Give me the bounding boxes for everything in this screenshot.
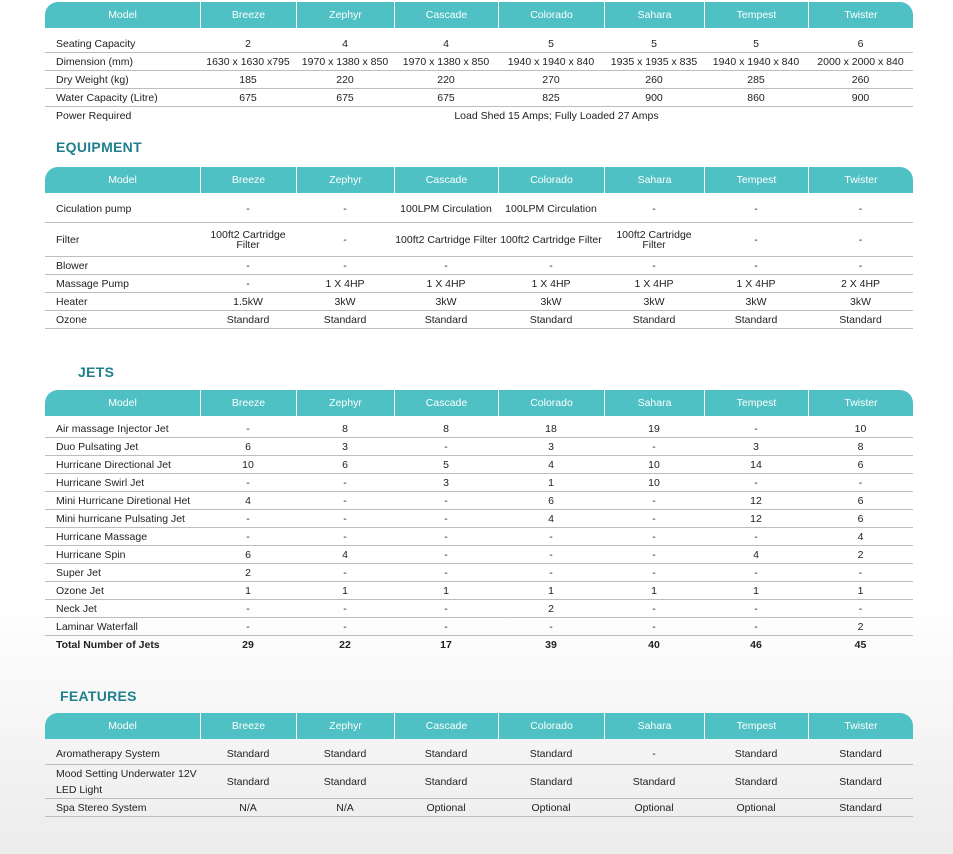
header-cascade: Cascade (394, 2, 498, 28)
cell-value: - (246, 422, 250, 435)
cell-value: - (652, 566, 656, 579)
table-row (45, 223, 913, 257)
row-label: Air massage Injector Jet (56, 422, 169, 435)
cell-value: 2 X 4HP (840, 277, 881, 290)
cell-value: 4 (548, 512, 554, 525)
cell-value: 270 (542, 73, 560, 86)
equipment-title: EQUIPMENT (56, 139, 142, 155)
cell-value: 4 (548, 458, 554, 471)
table-row (45, 799, 913, 817)
features-table (45, 713, 913, 817)
cell-value: - (754, 566, 758, 579)
cell-value: 285 (747, 73, 765, 86)
cell-value: 6 (857, 512, 864, 525)
cell-value: 5 (651, 37, 657, 50)
specs-header-row (45, 2, 913, 28)
cell-value: Standard (323, 313, 367, 326)
table-row (45, 510, 913, 528)
cell-value: 8 (443, 422, 449, 435)
power-label: Power Required (56, 110, 132, 122)
cell-value: - (549, 620, 553, 633)
cell-value: 14 (750, 458, 762, 471)
cell-value: 10 (648, 458, 660, 471)
equipment-header-row (45, 167, 913, 193)
cell-value: Standard (323, 747, 367, 760)
cell-value: 6 (342, 458, 348, 471)
cell-value: - (444, 530, 448, 543)
row-label: Heater (56, 295, 88, 308)
row-label: Hurricane Swirl Jet (56, 476, 145, 489)
cell-value: 1 X 4HP (325, 277, 365, 290)
cell-value: - (549, 530, 553, 543)
cell-value: Standard (226, 313, 270, 326)
cell-value: - (444, 602, 448, 615)
table-row (45, 618, 913, 636)
cell-value: Standard (424, 747, 468, 760)
cell-value: Standard (529, 775, 573, 788)
cell-value: 1630 x 1630 x795 (206, 55, 290, 68)
row-label: Mood Setting Underwater 12V LED Light (56, 767, 197, 796)
cell-value: 4 (443, 37, 449, 50)
header-breeze: Breeze (200, 167, 296, 193)
cell-value: - (444, 440, 448, 453)
cell-value: - (246, 512, 250, 525)
row-label: Blower (56, 259, 89, 272)
cell-value: - (754, 476, 758, 489)
cell-value: 1 X 4HP (531, 277, 571, 290)
row-label: Spa Stereo System (56, 801, 147, 814)
header-cascade: Cascade (394, 713, 498, 739)
cell-value: 1 (342, 584, 348, 597)
cell-value: 1 X 4HP (426, 277, 466, 290)
cell-value: 675 (336, 91, 354, 104)
table-row (45, 492, 913, 510)
cell-value: - (858, 476, 863, 489)
cell-value: 5 (443, 458, 449, 471)
cell-value: - (343, 566, 347, 579)
cell-value: Standard (839, 801, 882, 814)
table-row (45, 89, 913, 107)
header-breeze: Breeze (200, 390, 296, 416)
cell-value: 3kW (435, 295, 457, 308)
header-sahara: Sahara (604, 2, 704, 28)
cell-value: 2 (245, 37, 251, 50)
row-label: Hurricane Spin (56, 548, 126, 561)
header-twister: Twister (808, 167, 913, 193)
row-label: Total Number of Jets (56, 639, 160, 651)
table-row (45, 528, 913, 546)
cell-value: - (343, 620, 347, 633)
cell-value: 3 (753, 440, 759, 453)
cell-value: 100ft2 Cartridge Filter (395, 233, 497, 246)
cell-value: 10 (854, 422, 867, 435)
table-row (45, 546, 913, 564)
header-zephyr: Zephyr (296, 390, 394, 416)
table-row (45, 257, 913, 275)
header-model: Model (108, 397, 137, 409)
cell-value: 3kW (540, 295, 562, 308)
cell-value: 3 (548, 440, 554, 453)
row-label: Massage Pump (56, 277, 129, 290)
header-zephyr: Zephyr (296, 713, 394, 739)
table-row (45, 564, 913, 582)
cell-value: 3kW (850, 295, 871, 308)
table-row (45, 636, 913, 654)
cell-value: N/A (239, 801, 257, 814)
table-row (45, 53, 913, 71)
cell-value: 1 (548, 476, 554, 489)
cell-value: 3kW (643, 295, 665, 308)
cell-value: 1 (245, 584, 251, 597)
cell-value: - (343, 259, 347, 272)
cell-value: - (343, 530, 347, 543)
cell-value: - (444, 494, 448, 507)
cell-value: 4 (342, 548, 348, 561)
header-colorado: Colorado (498, 390, 604, 416)
cell-value: 29 (242, 639, 254, 651)
cell-value: - (754, 259, 758, 272)
cell-value: 6 (857, 37, 864, 50)
cell-value: - (549, 548, 553, 561)
cell-value: 1940 x 1940 x 840 (712, 55, 800, 68)
row-label: Dry Weight (kg) (56, 73, 129, 86)
cell-value: - (343, 602, 347, 615)
cell-value: 1 (548, 584, 554, 597)
cell-value: - (444, 620, 448, 633)
cell-value: 900 (851, 91, 870, 104)
cell-value: - (444, 566, 448, 579)
cell-value: 39 (545, 639, 557, 651)
header-tempest: Tempest (704, 390, 808, 416)
header-twister: Twister (808, 713, 913, 739)
cell-value: - (652, 494, 656, 507)
cell-value: 18 (545, 422, 557, 435)
header-colorado: Colorado (498, 713, 604, 739)
cell-value: 1 X 4HP (736, 277, 776, 290)
cell-value: 100ft2 Cartridge Filter (616, 228, 692, 251)
table-row (45, 600, 913, 618)
cell-value: Standard (734, 313, 778, 326)
row-label: Hurricane Directional Jet (56, 458, 171, 471)
header-zephyr: Zephyr (296, 167, 394, 193)
cell-value: - (858, 259, 863, 272)
header-model: Model (108, 720, 137, 732)
row-label: Water Capacity (Litre) (56, 91, 158, 104)
header-breeze: Breeze (200, 2, 296, 28)
cell-value: 46 (750, 639, 762, 651)
cell-value: Standard (632, 775, 676, 788)
cell-value: 1 (857, 584, 864, 597)
cell-value: - (652, 548, 656, 561)
cell-value: - (246, 530, 250, 543)
cell-value: 220 (437, 73, 455, 86)
cell-value: Standard (424, 313, 468, 326)
cell-value: 8 (342, 422, 348, 435)
cell-value: - (652, 512, 656, 525)
cell-value: 1 (753, 584, 759, 597)
cell-value: 4 (342, 37, 348, 50)
cell-value: 260 (645, 73, 663, 86)
cell-value: 860 (747, 91, 765, 104)
cell-value: 675 (437, 91, 455, 104)
header-model: Model (108, 174, 137, 186)
cell-value: 260 (851, 73, 870, 86)
cell-value: - (652, 602, 656, 615)
cell-value: 6 (857, 494, 864, 507)
table-row (45, 438, 913, 456)
cell-value: Standard (632, 313, 676, 326)
row-label: Ozone (56, 313, 87, 326)
cell-value: 1935 x 1935 x 835 (610, 55, 698, 68)
cell-value: - (549, 566, 553, 579)
cell-value: - (754, 602, 758, 615)
cell-value: - (652, 530, 656, 543)
cell-value: 900 (645, 91, 663, 104)
jets-header-row (45, 390, 913, 416)
cell-value: - (754, 620, 758, 633)
table-row (45, 275, 913, 293)
cell-value: - (754, 530, 758, 543)
row-label: Super Jet (56, 566, 101, 579)
cell-value: - (858, 202, 863, 215)
row-label: Aromatherapy System (56, 747, 160, 760)
cell-value: 2000 x 2000 x 840 (817, 55, 904, 68)
cell-value: N/A (336, 801, 354, 814)
cell-value: - (652, 620, 656, 633)
cell-value: - (343, 512, 347, 525)
cell-value: - (858, 233, 863, 246)
cell-value: 6 (857, 458, 864, 471)
cell-value: 100ft2 Cartridge Filter (210, 228, 286, 251)
header-cascade: Cascade (394, 167, 498, 193)
table-row (45, 311, 913, 329)
power-row (45, 107, 913, 125)
cell-value: Optional (634, 801, 674, 814)
header-tempest: Tempest (704, 167, 808, 193)
cell-value: Optional (736, 801, 776, 814)
jets-table (45, 390, 913, 654)
cell-value: 10 (242, 458, 254, 471)
header-colorado: Colorado (498, 167, 604, 193)
table-row (45, 195, 913, 223)
cell-value: 6 (548, 494, 554, 507)
features-title: FEATURES (60, 688, 137, 704)
cell-value: - (444, 512, 448, 525)
cell-value: 2 (857, 620, 864, 633)
cell-value: 1 X 4HP (634, 277, 674, 290)
cell-value: 185 (239, 73, 257, 86)
row-label: Mini Hurricane Diretional Het (56, 494, 191, 507)
table-row (45, 765, 913, 799)
header-breeze: Breeze (200, 713, 296, 739)
table-row (45, 420, 913, 438)
row-label: Mini hurricane Pulsating Jet (56, 512, 185, 525)
row-label: Duo Pulsating Jet (56, 440, 139, 453)
table-row (45, 71, 913, 89)
row-label: Ciculation pump (56, 202, 132, 215)
cell-value: - (444, 548, 448, 561)
cell-value: - (858, 602, 863, 615)
cell-value: Standard (226, 775, 270, 788)
header-sahara: Sahara (604, 390, 704, 416)
cell-value: 2 (857, 548, 864, 561)
cell-value: Standard (226, 747, 270, 760)
header-sahara: Sahara (604, 713, 704, 739)
cell-value: Standard (734, 747, 778, 760)
cell-value: 19 (648, 422, 660, 435)
row-label: Laminar Waterfall (56, 620, 138, 633)
cell-value: - (246, 259, 250, 272)
header-twister: Twister (808, 2, 913, 28)
table-row (45, 293, 913, 311)
cell-value: 12 (750, 512, 762, 525)
cell-value: 8 (857, 440, 864, 453)
cell-value: 40 (648, 639, 660, 651)
cell-value: 22 (339, 639, 351, 651)
cell-value: 2 (548, 602, 554, 615)
cell-value: 17 (440, 639, 452, 651)
header-tempest: Tempest (704, 713, 808, 739)
cell-value: - (246, 476, 250, 489)
cell-value: Standard (839, 747, 882, 760)
cell-value: - (652, 259, 656, 272)
features-header-row (45, 713, 913, 739)
cell-value: Standard (839, 313, 882, 326)
cell-value: 2 (245, 566, 251, 579)
cell-value: Standard (323, 775, 367, 788)
table-row (45, 35, 913, 53)
cell-value: 5 (753, 37, 759, 50)
cell-value: - (246, 277, 250, 290)
cell-value: - (343, 202, 347, 215)
table-row (45, 582, 913, 600)
cell-value: 1970 x 1380 x 850 (301, 55, 389, 68)
cell-value: 10 (648, 476, 660, 489)
cell-value: 4 (857, 530, 864, 543)
cell-value: 100ft2 Cartridge Filter (500, 233, 602, 246)
cell-value: Standard (529, 313, 573, 326)
header-colorado: Colorado (498, 2, 604, 28)
cell-value: - (549, 259, 553, 272)
table-row (45, 743, 913, 765)
cell-value: 1970 x 1380 x 850 (402, 55, 490, 68)
cell-value: 1 (651, 584, 657, 597)
cell-value: - (652, 747, 656, 760)
cell-value: 3 (443, 476, 449, 489)
cell-value: Optional (531, 801, 571, 814)
equipment-table (45, 167, 913, 329)
table-row (45, 474, 913, 492)
cell-value: - (652, 202, 656, 215)
cell-value: 6 (245, 440, 251, 453)
row-label: Dimension (mm) (56, 55, 134, 68)
cell-value: 3kW (745, 295, 767, 308)
cell-value: - (246, 602, 250, 615)
row-label: Hurricane Massage (56, 530, 148, 543)
cell-value: 100LPM Circulation (400, 202, 492, 215)
cell-value: 12 (750, 494, 762, 507)
header-cascade: Cascade (394, 390, 498, 416)
cell-value: - (343, 476, 347, 489)
cell-value: 45 (854, 639, 867, 651)
cell-value: - (652, 440, 656, 453)
cell-value: 3 (342, 440, 348, 453)
row-label: Seating Capacity (56, 37, 136, 50)
header-sahara: Sahara (604, 167, 704, 193)
cell-value: - (246, 202, 250, 215)
header-zephyr: Zephyr (296, 2, 394, 28)
cell-value: Standard (529, 747, 573, 760)
cell-value: 3kW (334, 295, 356, 308)
cell-value: Standard (734, 775, 778, 788)
cell-value: 6 (245, 548, 251, 561)
cell-value: - (754, 422, 758, 435)
cell-value: - (343, 233, 347, 246)
cell-value: 675 (239, 91, 257, 104)
header-tempest: Tempest (704, 2, 808, 28)
cell-value: 1940 x 1940 x 840 (507, 55, 595, 68)
specs-table (45, 2, 913, 125)
cell-value: 1.5kW (233, 295, 263, 308)
row-label: Ozone Jet (56, 584, 104, 597)
cell-value: 4 (245, 494, 251, 507)
cell-value: 5 (548, 37, 554, 50)
row-label: Neck Jet (56, 602, 97, 615)
cell-value: - (343, 494, 347, 507)
cell-value: Standard (839, 775, 882, 788)
cell-value: Standard (424, 775, 468, 788)
cell-value: - (858, 566, 863, 579)
cell-value: 825 (542, 91, 560, 104)
header-twister: Twister (808, 390, 913, 416)
cell-value: - (246, 620, 250, 633)
cell-value: 1 (443, 584, 449, 597)
row-label: Filter (56, 233, 80, 246)
cell-value: 100LPM Circulation (505, 202, 597, 215)
cell-value: - (444, 259, 448, 272)
cell-value: 220 (336, 73, 354, 86)
power-value: Load Shed 15 Amps; Fully Loaded 27 Amps (454, 110, 659, 122)
cell-value: - (754, 202, 758, 215)
table-row (45, 456, 913, 474)
cell-value: 4 (753, 548, 759, 561)
jets-title: JETS (78, 364, 115, 380)
cell-value: - (754, 233, 758, 246)
cell-value: Optional (426, 801, 466, 814)
header-model: Model (108, 9, 137, 21)
